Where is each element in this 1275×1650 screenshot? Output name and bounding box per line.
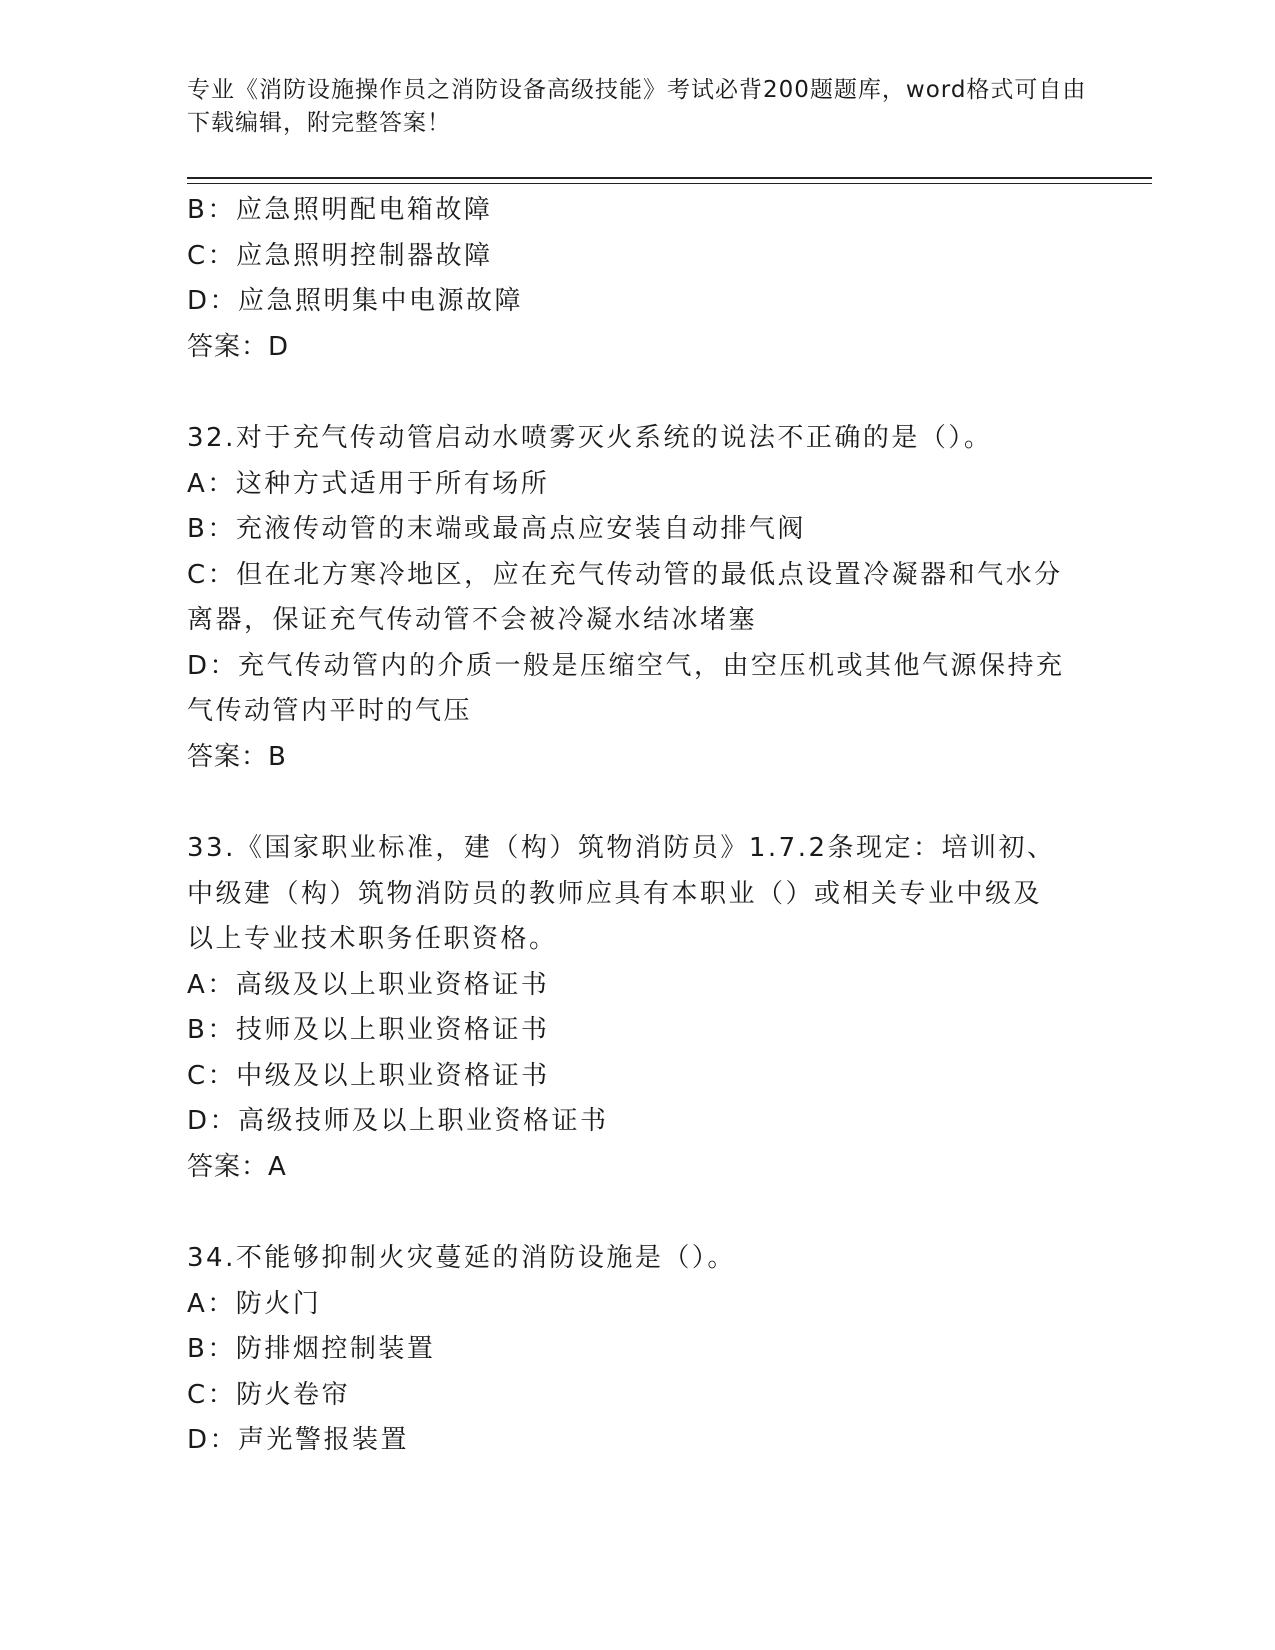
option-d: D：充气传动管内的介质一般是压缩空气，由空压机或其他气源保持充气传动管内平时的气压 bbox=[187, 650, 1065, 726]
option-b: B：应急照明配电箱故障 bbox=[187, 195, 493, 225]
option-a: A：这种方式适用于所有场所 bbox=[187, 468, 550, 499]
option-c: C：但在北方寒冷地区，应在充气传动管的最低点设置冷凝器和气水分离器，保证充气传动管不会被冷凝水结冰堵塞 bbox=[187, 559, 1063, 635]
option-a: A：防火门 bbox=[187, 1288, 322, 1319]
question-stem: 33.《国家职业标准，建（构）筑物消防员》1.7.2条现定：培训初、中级建（构）筑物消防员的教师应具有本职业（）或相关专业中级及以上专业技术职务任职资格。 bbox=[187, 833, 1056, 954]
document-header: 专业《消防设施操作员之消防设备高级技能》考试必背200题题库，word格式可自由下载编辑，附完整答案！ bbox=[187, 77, 1087, 136]
header-rule-thick bbox=[187, 177, 1152, 179]
question-stem: 34.不能够抑制火灾蔓延的消防设施是（）。 bbox=[187, 1243, 736, 1273]
question-stem: 32.对于充气传动管启动水喷雾灭火系统的说法不正确的是（）。 bbox=[187, 423, 993, 453]
option-d: D：高级技师及以上职业资格证书 bbox=[187, 1106, 609, 1136]
option-d: D：应急照明集中电源故障 bbox=[187, 286, 524, 316]
answer-line: 答案：D bbox=[187, 331, 290, 362]
option-d: D：声光警报装置 bbox=[187, 1425, 410, 1455]
option-c: C：防火卷帘 bbox=[187, 1379, 351, 1410]
document-body bbox=[187, 188, 1087, 1464]
option-c: C：应急照明控制器故障 bbox=[187, 240, 493, 271]
option-c: C：中级及以上职业资格证书 bbox=[187, 1060, 550, 1091]
header-rule-thin bbox=[187, 183, 1152, 184]
answer-line: 答案：A bbox=[187, 1151, 287, 1182]
option-b: B：技师及以上职业资格证书 bbox=[187, 1015, 550, 1045]
answer-line: 答案：B bbox=[187, 741, 287, 772]
option-b: B：充液传动管的末端或最高点应安装自动排气阀 bbox=[187, 514, 806, 544]
option-b: B：防排烟控制装置 bbox=[187, 1334, 436, 1364]
option-a: A：高级及以上职业资格证书 bbox=[187, 969, 550, 1000]
